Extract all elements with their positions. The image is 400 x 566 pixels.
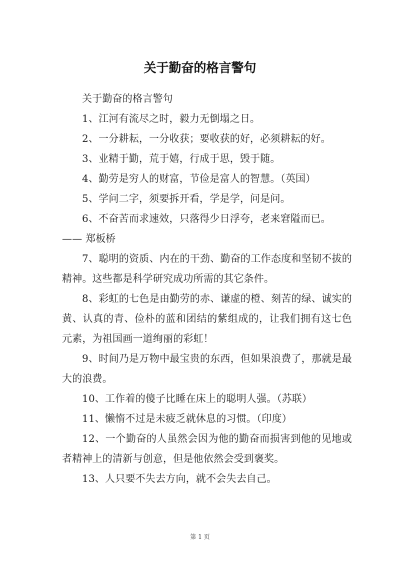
paragraph-heading: 关于勤奋的格言警句 xyxy=(82,94,173,105)
paragraph-item-3: 3、业精于勤，荒于嬉，行成于思，毁于随。 xyxy=(82,154,281,165)
paragraph-item-8: 8、彩虹的七色是由勤劳的赤、谦虚的橙、刻苦的绿、诚实的黄、认真的青、俭朴的蓝和团结的紫组成的，让我们拥有这七色元素，为祖国画一道绚丽的彩虹！ xyxy=(62,294,352,345)
paragraph-item-6: 6、不奋苦而求速效，只落得少日浮夸，老来窘隘而已。 xyxy=(82,214,331,225)
paragraph-item-1: 1、江河有流尽之时，毅力无倒塌之日。 xyxy=(82,114,261,125)
paragraph-item-10: 10、工作着的傻子比睡在床上的聪明人强。（苏联） xyxy=(82,394,313,405)
paragraph-attribution: —— 郑板桥 xyxy=(62,234,116,245)
paragraph-item-2: 2、一分耕耘，一分收获；要收获的好，必须耕耘的好。 xyxy=(82,134,331,145)
paragraph-item-13: 13、人只要不失去方向，就不会失去自己。 xyxy=(82,474,277,485)
paragraph-item-5: 5、学问二字，须要拆开看，学是学，问是问。 xyxy=(82,194,291,205)
paragraph-item-4: 4、勤劳是穷人的财富，节俭是富人的智慧。（英国） xyxy=(82,174,316,185)
document-body xyxy=(62,90,352,490)
paragraph-item-7: 7、聪明的资质、内在的干劲、勤奋的工作态度和坚韧不拔的精神。这些都是科学研究成功所需的其它条件。 xyxy=(62,254,352,285)
paragraph-item-12: 12、一个勤奋的人虽然会因为他的勤奋而损害到他的见地或者精神上的清新与创意，但是他依然会受到褒奖。 xyxy=(62,434,352,465)
page-number: 第 1 页 xyxy=(190,534,210,541)
paragraph-item-11: 11、懒惰不过是未疲乏就休息的习惯。（印度） xyxy=(82,414,292,425)
document-title: 关于勤奋的格言警句 xyxy=(143,60,257,75)
paragraph-item-9: 9、时间乃是万物中最宝贵的东西，但如果浪费了，那就是最大的浪费。 xyxy=(62,354,352,385)
